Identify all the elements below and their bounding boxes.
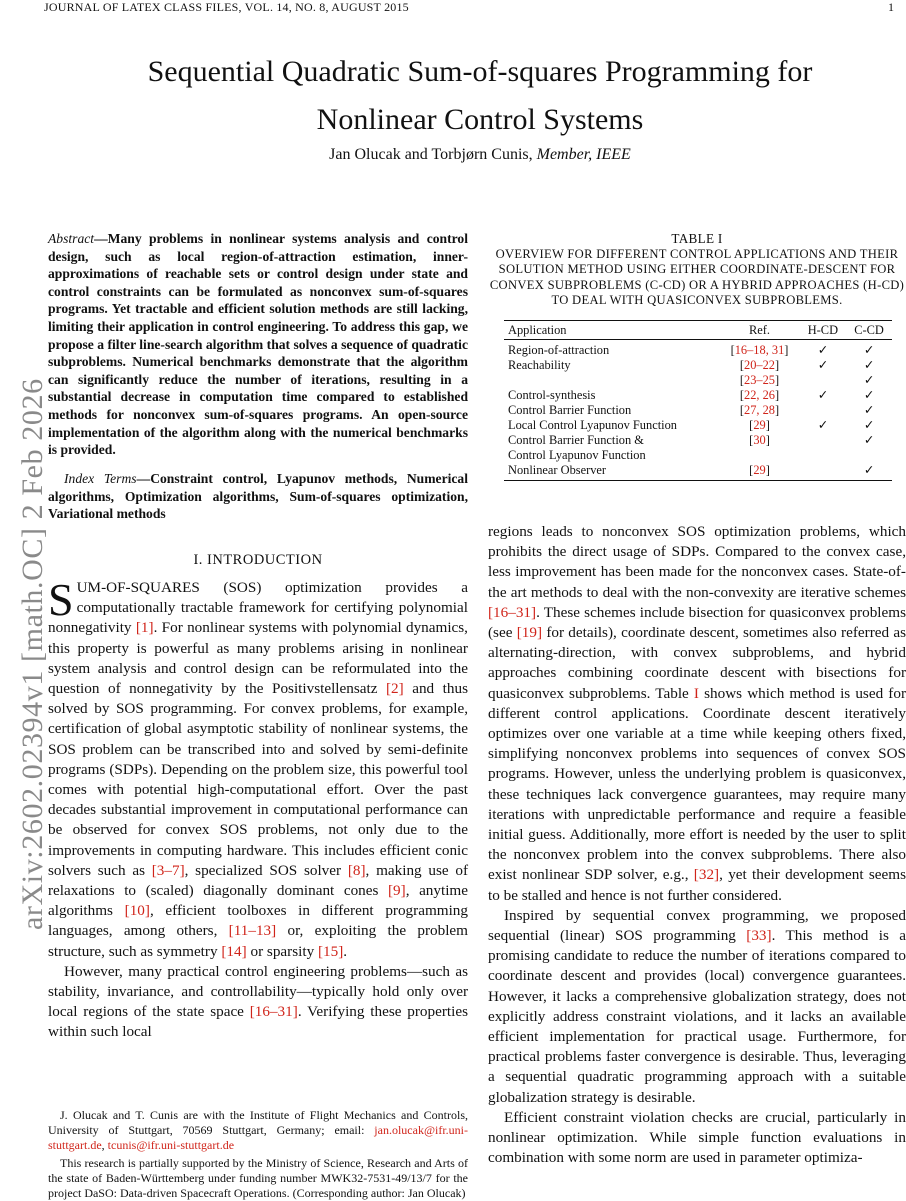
table-application-cell: Local Control Lyapunov Function [508,418,677,432]
citation-link[interactable]: 16–18, 31 [734,343,785,357]
citation-link[interactable]: [10] [124,902,150,920]
table-check-cell [800,373,847,388]
body-text: , anytime algorithms [48,882,468,920]
index-terms-text: —Constraint control, Lyapunov methods, Numerical algorithms, Optimization algorithms, Sum-of-squares optimization, Variational methods [48,471,468,522]
citation-link[interactable]: [9] [387,882,406,900]
running-header: JOURNAL OF LATEX CLASS FILES, VOL. 14, NO. 8, AUGUST 2015 [44,0,409,14]
body-text: . [343,942,348,960]
table-check-cell [846,448,892,463]
body-text: or, exploiting the problem structure, such as symmetry [48,922,468,960]
citation-link[interactable]: [11–13] [228,922,277,940]
table-application-cell: Control-synthesis [508,388,596,402]
intro-paragraph-4 [488,906,906,1108]
intro-right-column [488,522,906,1169]
body-text: . Verifying these properties within such local [48,1003,468,1041]
table-check-cell: ✓ [846,463,892,481]
author-membership: Member, IEEE [536,146,631,163]
table-application-cell: Control Barrier Function & [508,433,644,447]
index-terms-label: Index Terms [64,471,137,486]
table-ref-cell: [22, 26] [739,388,780,402]
email-link-cunis[interactable]: tcunis@ifr.uni-stuttgart.de [107,1138,235,1152]
abstract-label: Abstract [48,231,95,246]
section-heading-introduction: I. INTRODUCTION [193,552,323,568]
body-text: , specialized SOS solver [184,861,348,879]
citation-link[interactable]: [3–7] [151,861,185,879]
citation-link[interactable]: 22, 26 [744,388,775,402]
table-ref-cell [719,448,799,463]
citation-link[interactable]: 20–22 [744,358,775,372]
citation-link[interactable]: [1] [135,619,154,637]
body-text: Inspired by sequential convex programming, we proposed sequential (linear) SOS programming [488,906,906,945]
table-application-cell: Region-of-attraction [508,343,610,357]
table-caption [488,231,906,309]
index-terms [48,470,468,523]
body-text: regions leads to nonconvex SOS optimization problems, which prohibits the direct usage of SDPs. Compared to the convex case, less improvement has been made for the nonconvex cases. State-of-the art methods to deal with the non-convexity are iterative schemes [488,523,906,601]
table-ref-cell: [29] [719,463,799,481]
body-text: , making use of relaxations to (scaled) diagonally dominant cones [48,861,468,900]
table-label: TABLE I [671,231,723,246]
table-ref-cell: [29] [749,418,770,432]
table-application-cell: Reachability [508,358,571,372]
citation-link[interactable]: [8] [347,861,366,879]
table-row [504,448,892,463]
intro-left-column [48,574,468,1043]
table-check-cell [800,403,847,418]
email-link-olucak[interactable]: jan.olucak@ifr.uni-stuttgart.de [48,1123,468,1152]
table-header-row [504,321,892,340]
footnote [48,1108,468,1201]
table-row [504,373,892,388]
body-text: . For nonlinear systems with polynomial dynamics, this property is powerful as many problems arising in nonlinear system analysis and control design can be reformulated into the question of nonnegativity by the Positivstellensatz [48,619,468,698]
table-ref-cell: [16–18, 31] [730,343,789,357]
applications-table [504,320,892,481]
table-check-cell: ✓ [863,358,875,372]
intro-paragraph-1 [48,574,468,962]
body-text: . These schemes include bisection for quasiconvex problems (see [488,603,906,642]
intro-paragraph-5: Efficient constraint violation checks are crucial, particularly in nonlinear optimization. While simple function evaluations in combination with some norm are used in parameter optimiza- [488,1108,906,1167]
table-row [504,433,892,448]
table-check-cell: ✓ [863,403,875,417]
author-line [60,146,900,164]
citation-link[interactable]: 27, 28 [744,403,775,417]
drop-cap: S [48,574,74,625]
table-check-cell [800,448,847,463]
table-row [504,418,892,433]
paper-title [60,48,900,144]
table-check-cell: ✓ [817,358,829,372]
citation-link[interactable]: [15] [317,942,344,960]
table-ref-cell: [27, 28] [739,403,780,417]
affiliation-text: J. Olucak and T. Cunis are with the Institute of Flight Mechanics and Controls, University of Stuttgart, 70569 Stuttgart, Germany; email: [48,1108,468,1137]
citation-link[interactable]: [16–31] [249,1003,298,1021]
citation-link[interactable]: [19] [516,624,543,642]
table-header-cell: Ref. [719,321,799,340]
citation-link[interactable]: [32] [693,866,720,884]
table-application-cell: Control Barrier Function [508,403,632,417]
arxiv-identifier[interactable]: arXiv:2602.02394v1 [math.OC] 2 Feb 2026 [16,378,49,930]
table-check-cell: ✓ [863,418,875,432]
table-ref-cell: [23–25] [739,373,780,387]
separator: , [101,1138,108,1152]
abstract [48,230,468,459]
body-text: and thus solved by SOS programming. For convex problems, for example, certification of global asymptotic stability of nonlinear systems, the SOS problem can be transcribed into and solved by semi-definite programs (SDPs). Depending on the problem size, this powerful tool comes with potential high-computational effort. Over the past decades substantial improvement in computational performance can be observed for convex SOS problems, not only due to the improvements in computing hardware. This includes efficient conic solvers such as [48,680,468,879]
table-row [504,463,892,481]
body-text: shows which method is used for different control applications. Coordinate descent iteratively optimizes over one variable at a time while keeping others fixed, simplifying nonconvex problems into sequences of convex SOS programs. However, unless the underlying problem is quasiconvex, these techniques lack convergence guarantees, may require many iterations with unpredictable performance and require a feasible initial guess. Additionally, more effort is needed by the user to split the nonconvex problem into the convex subproblems. There also exist nonlinear SDP solver, e.g., [488,684,906,884]
table-check-cell: ✓ [817,388,829,402]
body-text: , yet their development seems to be stalled and hence is not further considered. [488,866,906,904]
citation-link[interactable]: 29 [753,463,766,477]
body-text: UM-OF-SQUARES (SOS) optimization provides a computationally tractable framework for certifying polynomial nonnegativity [48,579,468,637]
table-ref-cell: [30] [749,433,770,447]
table-check-cell: ✓ [863,373,875,387]
authors: Jan Olucak and Torbjørn Cunis, [329,146,533,163]
citation-link[interactable]: [2] [385,680,404,698]
table-row [504,388,892,403]
table-caption-text: OVERVIEW FOR DIFFERENT CONTROL APPLICATIONS AND THEIR SOLUTION METHOD USING EITHER COORDINATE-DESCENT FOR CONVEX SUBPROBLEMS (C-CD) OR A HYBRID APPROACHES (H-CD) TO DEAL WITH QUASICONVEX SUBPROBLEMS. [489,246,905,308]
body-text: , efficient toolboxes in different programming languages, among others, [48,902,468,940]
table-check-cell: ✓ [817,418,829,432]
body-text: However, many practical control engineering problems—such as stability, invariance, and controllability—typically hold only over local regions of the state space [48,962,468,1021]
intro-paragraph-2 [48,962,468,1043]
footnote-affiliation [48,1108,468,1153]
table-check-cell: ✓ [863,433,875,447]
table-check-cell [800,433,847,448]
citation-link[interactable]: [14] [221,942,247,960]
table-check-cell [800,463,847,481]
table-check-cell: ✓ [817,343,829,357]
citation-link[interactable]: I [693,684,699,702]
citation-link[interactable]: [33] [746,927,772,945]
footnote-funding: This research is partially supported by the Ministry of Science, Research and Arts of the state of Baden-Württemberg under funding number MWK32-7531-49/13/7 for the project DaSO: Data-driven Spacecraft Operations. (Corresponding author: Jan Olucak) [48,1156,468,1200]
title-line-1: Sequential Quadratic Sum-of-squares Programming for [147,55,813,88]
table-header-cell: H-CD [800,321,847,340]
table-row [504,403,892,418]
page-number: 1 [888,0,894,14]
intro-paragraph-3 [488,522,906,906]
citation-link[interactable]: 29 [753,418,766,432]
table-ref-cell: [20–22] [739,358,780,372]
table-check-cell: ✓ [863,343,875,357]
table-application-cell: Control Lyapunov Function [508,448,646,462]
table-row [504,340,892,359]
table-application-cell: Nonlinear Observer [504,463,719,481]
body-text: . This method is a promising candidate to reduce the number of iterations compared to coordinate descent and provides (local) convergence guarantees. However, it lacks a comprehensive globalization strategy, does not explicitly address constraint violations, and it lacks an available efficient implementation for practical usage. Furthermore, for practical problems faster convergence is desirable. Thus, leveraging a sequential quadratic programming approach with a suitable globalization strategy is desirable. [488,927,906,1106]
abstract-text: —Many problems in nonlinear systems analysis and control design, such as local region-of-attraction estimation, inner-approximations of reachable sets or control design under state and control constraints can be formulated as nonconvex sum-of-squares programs. Yet tractable and efficient solution methods are still lacking, limiting their application in control engineering. To address this gap, we propose a filter line-search algorithm that solves a sequence of quadratic subproblems. Numerical benchmarks demonstrate that the algorithm can significantly reduce the number of iterations, resulting in a substantial decrease in computation time compared to established methods for nonconvex sum-of-squares programs. An open-source implementation of the algorithm along with the numerical benchmarks is provided. [48,231,468,458]
body-text: or sparsity [246,942,318,960]
citation-link[interactable]: 30 [753,433,766,447]
table-row [504,358,892,373]
body-text: for details), coordinate descent, sometimes also referred as alternating-direction, with convex subproblems, and hybrid approaches combining coordinate descent with bisections for quasiconvex subproblems. Table [488,624,906,702]
title-line-2: Nonlinear Control Systems [316,103,644,136]
table-application-cell [504,373,719,388]
citation-link[interactable]: [16–31] [488,603,537,621]
table-header-cell: C-CD [846,321,892,340]
table-header-cell: Application [504,321,719,340]
table-check-cell: ✓ [863,388,875,402]
citation-link[interactable]: 23–25 [744,373,775,387]
